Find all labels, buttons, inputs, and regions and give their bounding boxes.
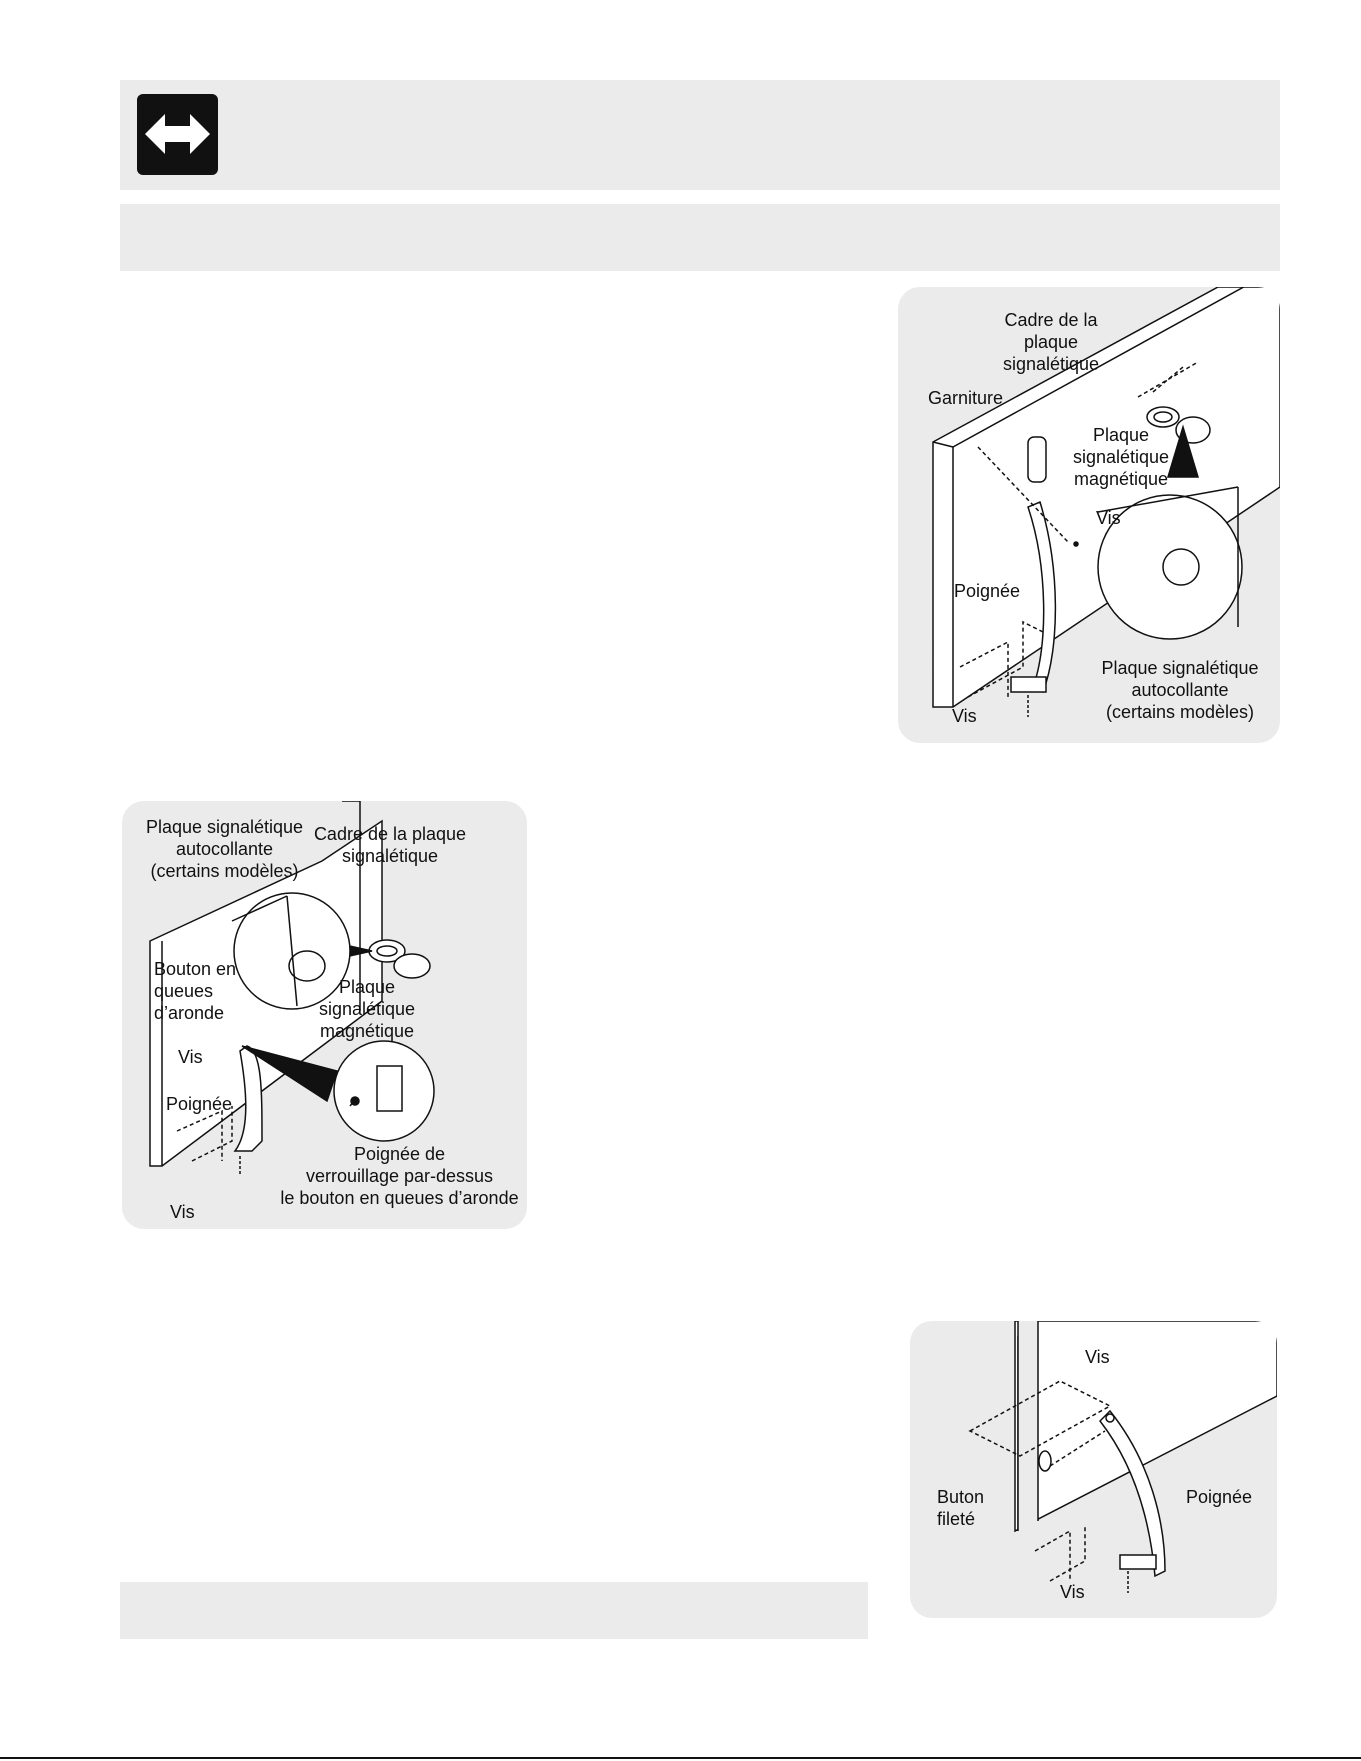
label-frame: Cadre de la plaque signalétique — [313, 824, 467, 866]
label-screw-bottom: Vis — [952, 706, 977, 726]
figure-handle-installation-bottom — [910, 1321, 1277, 1618]
label-handle: Poignée — [166, 1094, 233, 1114]
label-screw: Vis — [1085, 1347, 1110, 1367]
label-magnetic-plate: Plaque signalétique magnétique — [1072, 425, 1170, 489]
label-adhesive-plate: Plaque signalétique autocollante (certains modèles) — [1101, 658, 1259, 722]
subheader-band — [120, 204, 1280, 271]
label-magnetic-plate: Plaque signalétique magnétique — [318, 977, 416, 1041]
header-band — [120, 80, 1280, 190]
label-screw: Vis — [1096, 508, 1121, 528]
label-frame: Cadre de la plaque signalétique — [1002, 310, 1100, 374]
double-arrow-icon — [137, 94, 218, 175]
label-screw-bottom: Vis — [170, 1202, 195, 1222]
label-trim: Garniture — [928, 388, 1004, 408]
figure-handle-installation-top — [898, 287, 1280, 743]
label-dovetail-button: Bouton en queues d’aronde — [154, 959, 237, 1023]
page-bottom-rule — [0, 1757, 1361, 1759]
footer-band — [120, 1582, 868, 1639]
label-screw-bottom: Vis — [1060, 1582, 1085, 1602]
label-lock-handle: Poignée de verrouillage par-dessus le bouton en queues d’aronde — [280, 1144, 519, 1208]
label-threaded-button: Buton fileté — [937, 1487, 985, 1529]
label-handle: Poignée — [1186, 1487, 1253, 1507]
label-adhesive-plate: Plaque signalétique autocollante (certains modèles) — [145, 817, 304, 881]
label-screw: Vis — [178, 1047, 203, 1067]
label-handle: Poignée — [954, 581, 1021, 601]
figure-handle-installation-middle — [122, 801, 527, 1229]
